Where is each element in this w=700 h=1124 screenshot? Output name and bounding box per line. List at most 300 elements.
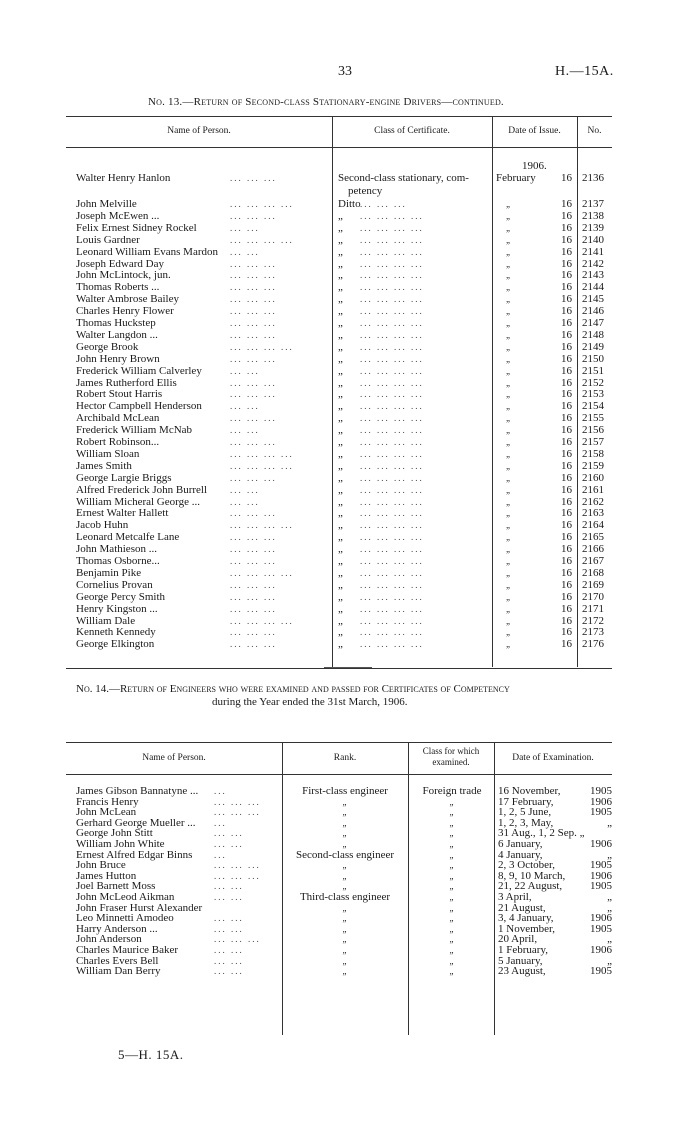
leader-dots: ... ... ... ... <box>360 639 424 650</box>
person-name: Henry Kingston ... <box>76 602 158 615</box>
person-name: John Melville <box>76 198 137 210</box>
ditto-mark: „ <box>506 365 512 376</box>
table14-title: No. 14.—Return of Engineers who were examined and passed for Certificates of Competency <box>76 683 510 695</box>
ditto-mark: „ <box>506 627 512 638</box>
examined-class: „ <box>449 923 455 934</box>
person-name: Gerhard George Mueller ... <box>76 816 196 829</box>
ditto-mark: „ <box>506 234 512 245</box>
person-name: Walter Langdon ... <box>76 328 158 341</box>
certificate-class: „ <box>338 566 343 579</box>
examined-class: „ <box>449 839 455 849</box>
issue-day: 16 <box>561 376 572 389</box>
rank: First-class engineer <box>302 785 388 797</box>
certificate-class: „ <box>338 602 343 615</box>
issue-day: 16 <box>561 388 572 401</box>
examination-date: 2, 3 October, <box>498 859 555 872</box>
examination-year: 1905 <box>590 922 612 935</box>
person-name: Charles Evers Bell <box>76 954 159 967</box>
certificate-class: „ <box>338 209 343 222</box>
certificate-class: „ <box>338 424 343 437</box>
person-name: John Anderson <box>76 933 142 946</box>
issue-day: 16 <box>561 172 572 184</box>
certificate-no: 2165 <box>582 531 604 544</box>
certificate-class: „ <box>338 626 343 639</box>
certificate-class: „ <box>338 364 343 377</box>
certificate-class: „ <box>338 590 343 603</box>
leader-dots: ... ... <box>214 881 244 892</box>
leader-dots: ... ... ... ... <box>230 520 294 531</box>
table-row <box>0 342 700 354</box>
leader-dots: ... ... ... <box>230 173 277 183</box>
leader-dots: ... ... ... <box>230 532 277 543</box>
leader-dots: ... ... ... ... <box>360 318 424 328</box>
person-name: James Smith <box>76 459 132 472</box>
leader-dots: ... ... ... ... <box>360 472 424 483</box>
person-name: James Rutherford Ellis <box>76 376 177 389</box>
leader-dots: ... ... ... ... <box>360 258 424 269</box>
examined-class: „ <box>449 913 455 924</box>
ditto-mark: „ <box>506 413 512 424</box>
issue-day: 16 <box>561 293 572 306</box>
certificate-class: „ <box>338 269 343 282</box>
person-name: John Fraser Hurst Alexander <box>76 901 203 914</box>
certificate-no: 2140 <box>582 233 604 246</box>
ditto-mark: „ <box>506 603 512 614</box>
issue-day: 16 <box>561 459 572 472</box>
person-name: Joseph McEwen ... <box>76 209 160 222</box>
examination-year: „ <box>607 891 612 903</box>
leader-dots: ... ... ... ... <box>360 377 424 388</box>
examined-class: „ <box>449 849 455 860</box>
leader-dots: ... <box>214 786 227 796</box>
certificate-no: 2152 <box>582 376 604 389</box>
ditto-mark: „ <box>506 210 512 221</box>
examination-date: 16 November, <box>498 785 561 797</box>
person-name: Hector Campbell Henderson <box>76 400 202 413</box>
person-name: Harry Anderson ... <box>76 922 158 935</box>
rank: „ <box>342 902 348 913</box>
issue-day: 16 <box>561 221 572 234</box>
issue-day: 16 <box>561 483 572 496</box>
leader-dots: ... ... ... ... <box>360 484 424 495</box>
person-name: Thomas Huckstep <box>76 317 156 329</box>
leader-dots: ... ... ... ... <box>360 567 424 578</box>
examination-date: 3 April, <box>498 891 532 903</box>
issue-day: 16 <box>561 328 572 341</box>
certificate-no: 2138 <box>582 209 604 222</box>
leader-dots: ... ... ... <box>214 934 261 945</box>
issue-day: 16 <box>561 424 572 437</box>
leader-dots: ... ... ... <box>214 870 261 881</box>
examination-year: „ <box>607 954 612 967</box>
person-name: Benjamin Pike <box>76 566 142 579</box>
certificate-class: „ <box>338 340 343 353</box>
certificate-class: „ <box>338 328 343 341</box>
signature-mark: 5—H. 15A. <box>118 1047 184 1062</box>
examined-class: „ <box>449 934 455 945</box>
examination-year: 1906 <box>590 912 612 925</box>
issue-day: 16 <box>561 447 572 460</box>
person-name: James Hutton <box>76 869 137 882</box>
issue-day: 16 <box>561 626 572 639</box>
certificate-no: 2144 <box>582 281 604 294</box>
issue-day: 16 <box>561 245 572 258</box>
rank: „ <box>342 913 348 924</box>
examination-year: „ <box>607 933 612 946</box>
issue-day: 16 <box>561 436 572 448</box>
table-row <box>0 235 700 247</box>
certificate-no: 2160 <box>582 471 604 484</box>
rank: „ <box>342 934 348 945</box>
issue-day: 16 <box>561 495 572 508</box>
person-name: Robert Stout Harris <box>76 388 163 401</box>
leader-dots: ... ... ... <box>230 270 277 281</box>
table-row <box>0 639 700 651</box>
leader-dots: ... ... ... ... <box>360 496 424 507</box>
leader-dots: ... ... <box>214 945 244 955</box>
leader-dots: ... ... ... ... <box>360 556 424 566</box>
person-name: William Dale <box>76 614 136 627</box>
leader-dots: ... ... ... ... <box>360 353 424 364</box>
leader-dots: ... ... ... ... <box>360 603 424 614</box>
leader-dots: ... ... ... ... <box>360 437 424 447</box>
certificate-class: „ <box>338 388 343 401</box>
certificate-class: „ <box>338 531 343 544</box>
certificate-class: „ <box>338 507 343 520</box>
table14-header-date: Date of Examination. <box>512 753 594 763</box>
leader-dots: ... ... ... <box>230 306 277 317</box>
certificate-no: 2170 <box>582 590 604 603</box>
leader-dots: ... ... ... ... <box>360 210 424 221</box>
examination-date: 5 January, <box>498 954 543 967</box>
table-row <box>0 247 700 259</box>
leader-dots: ... ... <box>230 496 260 507</box>
table13-top-rule <box>66 116 612 117</box>
person-name: Cornelius Provan <box>76 578 153 591</box>
issue-day: 16 <box>561 602 572 615</box>
leader-dots: ... ... ... ... <box>360 270 424 281</box>
examination-date: 1 November, <box>498 922 555 935</box>
issue-day: 16 <box>561 638 572 651</box>
certificate-no: 2156 <box>582 424 604 437</box>
leader-dots: ... ... ... <box>230 591 277 602</box>
examined-class: „ <box>449 796 455 807</box>
issue-day: 16 <box>561 507 572 520</box>
table-row <box>0 966 700 977</box>
examination-date: 6 January, <box>498 838 543 850</box>
table-row <box>0 461 700 473</box>
certificate-no: 2171 <box>582 602 604 615</box>
certificate-class: „ <box>338 436 343 448</box>
person-name: Thomas Osborne... <box>76 555 160 567</box>
table14-header-class-2: examined. <box>432 757 470 767</box>
table-row <box>0 945 700 956</box>
certificate-class: „ <box>338 221 343 234</box>
issue-day: 16 <box>561 305 572 318</box>
leader-dots: ... ... ... ... <box>360 401 424 412</box>
issue-day: 16 <box>561 555 572 567</box>
certificate-no: 2141 <box>582 245 604 258</box>
table13-header-class: Class of Certificate. <box>374 126 450 136</box>
issue-day: 16 <box>561 412 572 425</box>
table14-header-rank: Rank. <box>333 753 357 763</box>
ditto-mark: „ <box>506 270 512 281</box>
ditto-mark: „ <box>506 448 512 459</box>
table-row <box>0 580 700 592</box>
issue-day: 16 <box>561 233 572 246</box>
examination-date: 31 Aug., 1, 2 Sep. „ <box>498 827 585 840</box>
table13-header-date: Date of Issue. <box>508 126 561 136</box>
examination-year: „ <box>607 848 612 861</box>
certificate-no: 2145 <box>582 293 604 306</box>
examination-date: 21 August, <box>498 901 546 914</box>
rank: „ <box>342 955 348 966</box>
certificate-class: „ <box>338 543 343 556</box>
leader-dots: ... ... <box>214 923 244 934</box>
document-code: H.—15A. <box>555 64 614 79</box>
leader-dots: ... ... <box>214 966 244 977</box>
examined-class: „ <box>449 881 455 892</box>
person-name: Francis Henry <box>76 795 139 808</box>
examination-year: 1906 <box>590 869 612 882</box>
certificate-class: „ <box>338 305 343 318</box>
leader-dots: ... ... <box>214 955 244 966</box>
leader-dots: ... ... ... <box>230 258 277 269</box>
examination-year: 1906 <box>590 944 612 956</box>
leader-dots: ... ... <box>230 246 260 257</box>
rank: „ <box>342 881 348 892</box>
person-name: Louis Gardner <box>76 233 140 246</box>
certificate-no: 2148 <box>582 328 604 341</box>
leader-dots: ... ... ... <box>230 353 277 364</box>
rank: „ <box>342 860 348 871</box>
leader-dots: ... ... ... ... <box>360 282 424 293</box>
certificate-class: „ <box>338 638 343 651</box>
leader-dots: ... ... <box>214 839 244 849</box>
examination-year: „ <box>607 901 612 914</box>
person-name: John McLeod Aikman <box>76 891 175 903</box>
leader-dots: ... ... ... ... <box>360 413 424 424</box>
leader-dots: ... ... ... ... <box>230 341 294 352</box>
leader-dots: ... ... ... ... <box>360 341 424 352</box>
leader-dots: ... ... ... <box>230 603 277 614</box>
examined-class: „ <box>449 807 455 818</box>
person-name: John Henry Brown <box>76 352 160 365</box>
table-row <box>0 604 700 616</box>
person-name: William Sloan <box>76 447 140 460</box>
ditto-mark: „ <box>506 389 512 400</box>
table13-header-no: No. <box>587 126 602 136</box>
table-row <box>0 485 700 497</box>
leader-dots: ... ... ... ... <box>360 425 424 436</box>
certificate-class: „ <box>338 400 343 413</box>
ditto-mark: „ <box>506 437 512 447</box>
leader-dots: ... ... ... ... <box>360 448 424 459</box>
leader-dots: ... ... ... <box>230 294 277 305</box>
leader-dots: ... ... ... <box>230 627 277 638</box>
issue-day: 16 <box>561 209 572 222</box>
leader-dots: ... ... ... <box>230 544 277 555</box>
table14-header-rule <box>66 774 612 775</box>
person-name: Ernest Walter Hallett <box>76 507 169 520</box>
leader-dots: ... ... ... <box>230 472 277 483</box>
ditto-mark: „ <box>506 556 512 566</box>
examined-class: „ <box>449 955 455 966</box>
leader-dots: ... ... ... ... <box>230 460 294 471</box>
issue-day: 16 <box>561 364 572 377</box>
ditto-mark: „ <box>506 484 512 495</box>
ditto-mark: „ <box>506 520 512 531</box>
certificate-class: „ <box>338 317 343 329</box>
rank: „ <box>342 966 348 977</box>
leader-dots: ... ... ... <box>230 389 277 400</box>
leader-dots: ... ... ... <box>230 508 277 519</box>
examined-class: „ <box>449 966 455 977</box>
issue-day: 16 <box>561 578 572 591</box>
examined-class: Foreign trade <box>422 785 482 797</box>
leader-dots: ... ... ... <box>360 199 407 209</box>
ditto-mark: „ <box>506 472 512 483</box>
issue-day: 16 <box>561 543 572 556</box>
person-name: Walter Ambrose Bailey <box>76 293 179 306</box>
ditto-mark: „ <box>506 639 512 650</box>
leader-dots: ... ... <box>214 892 244 902</box>
rank: Third-class engineer <box>299 891 391 903</box>
person-name: Frederick William McNab <box>76 424 193 437</box>
person-name: George Elkington <box>76 638 155 651</box>
leader-dots: ... ... ... <box>230 413 277 424</box>
table13-header-name: Name of Person. <box>167 126 231 136</box>
rank: „ <box>342 796 348 807</box>
rank: „ <box>342 828 348 839</box>
certificate-no: 2176 <box>582 638 604 651</box>
leader-dots: ... ... ... <box>230 556 277 566</box>
person-name: George John Stitt <box>76 827 153 840</box>
ditto-mark: „ <box>506 615 512 626</box>
section-divider <box>324 667 372 668</box>
issue-day: 16 <box>561 281 572 294</box>
leader-dots: ... ... ... ... <box>360 520 424 531</box>
person-name: Joel Barnett Moss <box>76 880 156 893</box>
person-name: George Largie Briggs <box>76 471 172 484</box>
examination-date: 3, 4 January, <box>498 912 554 925</box>
rank: „ <box>342 870 348 881</box>
leader-dots: ... ... ... <box>230 210 277 221</box>
table-row <box>0 223 700 235</box>
issue-day: 16 <box>561 198 572 210</box>
certificate-no: 2163 <box>582 507 604 520</box>
leader-dots: ... ... ... ... <box>360 365 424 376</box>
leader-dots: ... ... ... ... <box>360 508 424 519</box>
leader-dots: ... ... ... ... <box>230 199 294 209</box>
examination-date: 8, 9, 10 March, <box>498 869 566 882</box>
table-row <box>0 568 700 580</box>
certificate-no: 2167 <box>582 555 604 567</box>
rank: „ <box>342 945 348 955</box>
leader-dots: ... ... ... ... <box>360 329 424 340</box>
examination-date: 1 February, <box>498 944 548 956</box>
table-row <box>0 592 700 604</box>
ditto-mark: „ <box>506 460 512 471</box>
rank: „ <box>342 839 348 849</box>
person-name: Joseph Edward Day <box>76 257 164 270</box>
issue-day: 16 <box>561 590 572 603</box>
examination-date: 1, 2, 5 June, <box>498 806 552 819</box>
issue-day: 16 <box>561 400 572 413</box>
rank: „ <box>342 817 348 828</box>
leader-dots: ... ... ... ... <box>360 234 424 245</box>
issue-day: 16 <box>561 471 572 484</box>
person-name: Leonard William Evans Mardon <box>76 245 219 258</box>
leader-dots: ... ... ... ... <box>360 306 424 317</box>
examination-year: 1905 <box>590 806 612 819</box>
certificate-class: „ <box>338 495 343 508</box>
examination-year: 1905 <box>590 785 612 797</box>
table-row <box>0 354 700 366</box>
ditto-mark: „ <box>506 329 512 340</box>
table13-first-row <box>0 173 700 185</box>
certificate-class: „ <box>338 376 343 389</box>
person-name: Archibald McLean <box>76 412 160 425</box>
certificate-class: Ditto <box>338 198 361 210</box>
leader-dots: ... ... <box>230 484 260 495</box>
certificate-class: „ <box>338 447 343 460</box>
person-name: John McLintock, jun. <box>76 269 171 282</box>
certificate-no: 2173 <box>582 626 604 639</box>
person-name: Leo Minnetti Amodeo <box>76 912 174 925</box>
certificate-class: „ <box>338 555 343 567</box>
leader-dots: ... ... ... ... <box>230 448 294 459</box>
ditto-mark: „ <box>506 377 512 388</box>
ditto-mark: „ <box>506 246 512 257</box>
ditto-mark: „ <box>506 579 512 590</box>
table13-header-rule <box>66 147 612 148</box>
issue-day: 16 <box>561 352 572 365</box>
certificate-no: 2154 <box>582 400 604 413</box>
certificate-no: 2146 <box>582 305 604 318</box>
person-name: Ernest Alfred Edgar Binns <box>76 848 193 861</box>
examination-year: 1906 <box>590 838 612 850</box>
certificate-no: 2168 <box>582 566 604 579</box>
leader-dots: ... ... <box>214 828 244 839</box>
certificate-class: „ <box>338 483 343 496</box>
leader-dots: ... ... ... <box>214 807 261 818</box>
leader-dots: ... <box>214 849 227 860</box>
leader-dots: ... ... ... ... <box>360 532 424 543</box>
leader-dots: ... ... <box>214 913 244 924</box>
certificate-no: 2157 <box>582 436 604 448</box>
issue-day: 16 <box>561 340 572 353</box>
examination-year: 1905 <box>590 880 612 893</box>
certificate-class: „ <box>338 245 343 258</box>
leader-dots: ... ... ... ... <box>230 234 294 245</box>
certificate-no: 2151 <box>582 364 604 377</box>
leader-dots: ... ... ... ... <box>360 246 424 257</box>
leader-dots: ... ... ... <box>230 282 277 293</box>
person-name: Felix Ernest Sidney Rockel <box>76 221 197 234</box>
person-name: William John White <box>76 838 165 850</box>
examined-class: „ <box>449 828 455 839</box>
leader-dots: ... ... ... ... <box>360 389 424 400</box>
certificate-class: „ <box>338 471 343 484</box>
table-row <box>0 786 700 797</box>
certificate-class: „ <box>338 233 343 246</box>
leader-dots: ... ... ... ... <box>360 615 424 626</box>
examined-class: „ <box>449 860 455 871</box>
certificate-no: 2158 <box>582 447 604 460</box>
certificate-class: „ <box>338 293 343 306</box>
table-row <box>0 366 700 378</box>
